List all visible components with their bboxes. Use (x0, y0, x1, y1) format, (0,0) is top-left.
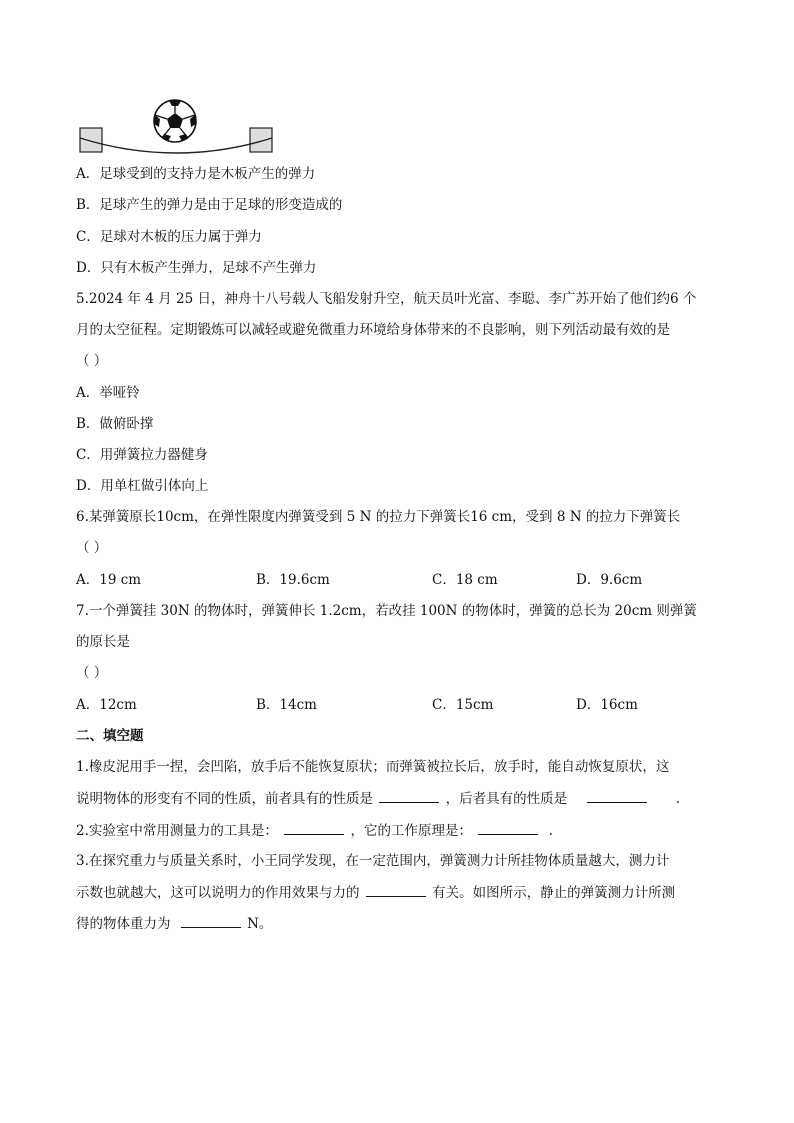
q6-options-row (76, 570, 716, 590)
q7-stem-line1: 7.一个弹簧挂 30N 的物体时，弹簧伸长 1.2cm，若改挂 100N 的物体时，弹簧的总长为 20cm 则弹簧 (76, 603, 697, 619)
football-icon (154, 100, 196, 142)
f1-text-a: 说明物体的形变有不同的性质，前者具有的性质是 (76, 791, 373, 807)
f3-text-a: 示数也就越大，这可以说明力的作用效果与力的 (76, 885, 360, 901)
q5-stem-line1: 5.2024 年 4 月 25 日，神舟十八号载人飞船发射升空，航天员叶光富、李聪、李广苏开始了他们约6 个 (76, 291, 697, 307)
f3-text-d: N。 (247, 916, 273, 932)
q4-option-a: A．足球受到的支持力是木板产生的弹力 (76, 166, 316, 182)
right-support-block (250, 128, 272, 152)
q4-option-b: B．足球产生的弹力是由于足球的形变造成的 (76, 197, 343, 213)
f1-blank-2[interactable] (587, 788, 647, 803)
q6-option-d: D．9.6cm (576, 572, 643, 588)
q7-option-c: C．15cm (432, 697, 494, 713)
q7-option-b: B．14cm (256, 697, 317, 713)
q4-option-c: C．足球对木板的压力属于弹力 (76, 229, 262, 245)
f3-stem-line1: 3.在探究重力与质量关系时，小王同学发现，在一定范围内，弹簧测力计所挂物体质量越大，测力计 (76, 853, 670, 869)
q7-options-row (76, 695, 716, 715)
q7-option-d: D．16cm (576, 697, 638, 713)
q6-stem-line1: 6.某弹簧原长10cm，在弹性限度内弹簧受到 5 N 的拉力下弹簧长16 cm，受到 8 N 的拉力下弹簧长 (76, 509, 681, 525)
f3-stem-line3 (76, 913, 272, 934)
f2-blank-2[interactable] (478, 820, 538, 835)
q5-option-c: C．用弹簧拉力器健身 (76, 447, 208, 463)
football-on-board-figure (78, 98, 278, 158)
left-support-block (80, 128, 102, 152)
f2-text-a: 2.实验室中常用测量力的工具是： (76, 823, 278, 839)
f2-text-b: ，它的工作原理是： (350, 823, 472, 839)
f3-stem-line2 (76, 882, 675, 903)
f3-blank-2[interactable] (181, 913, 241, 928)
q7-option-a: A．12cm (76, 697, 137, 713)
q7-stem-line2: 的原长是 (76, 634, 130, 650)
f2-stem (76, 820, 553, 841)
q5-option-b: B．做俯卧撑 (76, 416, 154, 432)
q6-answer-paren: （ ） (76, 540, 108, 556)
q6-option-b: B．19.6cm (256, 572, 330, 588)
q6-option-c: C．18 cm (432, 572, 498, 588)
section-heading-fill-in: 二、填空题 (76, 728, 144, 744)
q4-option-d: D．只有木板产生弹力，足球不产生弹力 (76, 260, 317, 276)
f1-blank-1[interactable] (379, 788, 439, 803)
f1-text-c: . (675, 791, 680, 807)
f2-text-c: . (548, 823, 553, 839)
q5-option-a: A．举哑铃 (76, 385, 140, 401)
f3-text-c: 得的物体重力为 (76, 916, 171, 932)
f3-blank-1[interactable] (366, 882, 426, 897)
f3-text-b: 有关。如图所示，静止的弹簧测力计所测 (432, 885, 676, 901)
f1-stem-line2 (76, 788, 680, 809)
f2-blank-1[interactable] (284, 820, 344, 835)
q5-option-d: D．用单杠做引体向上 (76, 478, 209, 494)
f1-text-b: ，后者具有的性质是 (445, 791, 568, 807)
f1-stem-line1: 1.橡皮泥用手一捏，会凹陷，放手后不能恢复原状；而弹簧被拉长后，放手时，能自动恢复原状，这 (76, 759, 670, 775)
q5-answer-paren: （ ） (76, 353, 108, 369)
q6-option-a: A．19 cm (76, 572, 142, 588)
q7-answer-paren: （ ） (76, 665, 108, 681)
q5-stem-line2: 月的太空征程。定期锻炼可以减轻或避免微重力环境给身体带来的不良影响，则下列活动最有效的是 (76, 322, 670, 338)
